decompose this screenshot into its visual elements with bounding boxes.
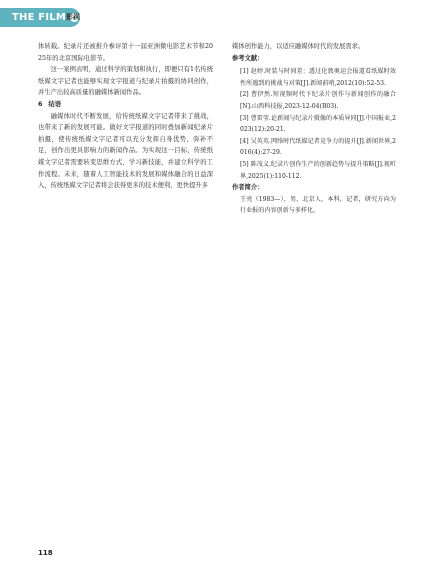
reference-text: 曹伊然.短视频时代下纪录片创作与新闻创作的融合[N].山西科技报,2023-12-04(B03). <box>240 91 396 110</box>
reference-index: [5] <box>240 160 249 168</box>
reference-item <box>232 136 396 159</box>
page-number: 118 <box>38 549 53 557</box>
reference-index: [3] <box>240 114 249 122</box>
right-column <box>232 41 396 217</box>
reference-text: 吴英英.网络时代纸媒记者竞争力的提升[J].新闻世界,2016(4):27-29. <box>240 137 396 157</box>
reference-index: [1] <box>240 68 249 76</box>
left-paragraph-3: 融媒体时代不断发展，给传统纸媒文字记者带来了挑战，也带来了新的发展可能。做好文字报道的同时叠加新闻纪录片拍摄，使传统纸媒文字记者可以充分发挥自身优势，弥补不足，创作出更具影响力的新闻作品。为实现这一目标，传统纸媒文字记者需要转变思维方式，学习新技能，并建立科学的工作流程。未来，随着人工智能技术的发展和媒体融合的日益深入，传统纸媒文字记者将会获得更多的技术便利，更快提升多 <box>38 112 213 190</box>
right-paragraph-1: 媒体创作能力，以适应融媒体时代的发展需求。 <box>232 43 365 50</box>
section-heading-number: 6 <box>38 100 43 108</box>
left-paragraph-2: 这一案例表明，通过科学的策划和执行，即便只有1名传统纸媒文字记者也能够实现文字报道与纪录片拍摄的协同创作，并生产出较高质量的融媒体新闻作品。 <box>38 66 213 97</box>
section-heading-text: 结语 <box>48 100 61 108</box>
author-bio: 王亮（1983—），男，北京人，本科，记者，研究方向为行业报的内容创新与多样化。 <box>240 195 396 215</box>
section-label: 影视 <box>66 13 80 21</box>
reference-item <box>232 159 396 182</box>
reference-text: 陈茂义.纪录片创作生产的创新趋势与提升策略[J].视听界,2025(1):110-112. <box>240 160 396 180</box>
reference-item <box>232 113 396 136</box>
section-heading <box>38 99 213 111</box>
left-paragraph-1: 体转载。纪录片还被推介参评第十一届亚洲微电影艺术节和2025年的北京国际电影节。 <box>38 43 213 62</box>
reference-list <box>232 66 396 182</box>
reference-index: [4] <box>240 137 249 145</box>
reference-item <box>232 66 396 89</box>
reference-index: [2] <box>240 91 249 99</box>
reference-item <box>232 89 396 112</box>
left-column <box>38 41 213 192</box>
author-title: 作者简介： <box>232 184 264 192</box>
brand-label: THE FILM <box>12 12 66 23</box>
reference-text: 曹雷莹.论新闻与纪录片摄像的本质异同[J].中国报业,2023(12):20-21. <box>240 114 396 134</box>
reference-text: 赵婷.时装与时间差：透过伦敦奥运会报道看纸媒时效性所遇到的挑战与对策[J].新闻前哨,2012(10):52-53. <box>240 68 396 87</box>
references-title: 参考文献： <box>232 54 264 62</box>
